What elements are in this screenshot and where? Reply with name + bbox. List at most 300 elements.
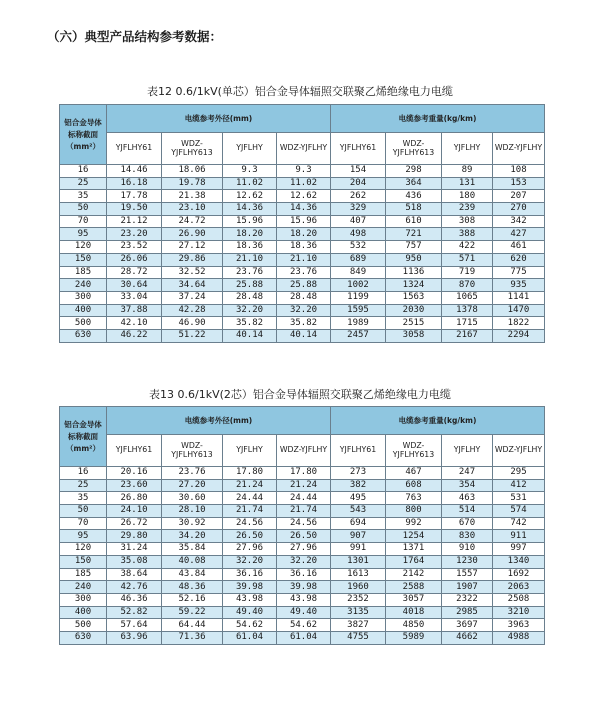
value-cell: 689 [331, 253, 386, 266]
value-cell: 37.24 [162, 291, 223, 304]
col-header: WDZ-YJFLHY613 [386, 133, 442, 165]
value-cell: 3963 [493, 619, 545, 632]
value-cell: 2322 [442, 593, 493, 606]
value-cell: 14.36 [277, 203, 331, 216]
value-cell: 23.20 [107, 228, 162, 241]
value-cell: 992 [386, 517, 442, 530]
section-cell: 500 [60, 317, 107, 330]
value-cell: 23.76 [277, 266, 331, 279]
value-cell: 21.10 [223, 253, 277, 266]
diameter-group-header: 电缆参考外径(mm) [107, 407, 331, 435]
value-cell: 3135 [331, 606, 386, 619]
value-cell: 64.44 [162, 619, 223, 632]
value-cell: 42.76 [107, 581, 162, 594]
value-cell: 37.88 [107, 304, 162, 317]
col-header: YJFLHY [442, 133, 493, 165]
section-cell: 70 [60, 215, 107, 228]
section-cell: 185 [60, 266, 107, 279]
section-cell: 25 [60, 177, 107, 190]
value-cell: 4018 [386, 606, 442, 619]
value-cell: 23.76 [162, 467, 223, 480]
value-cell: 25.88 [277, 279, 331, 292]
value-cell: 54.62 [277, 619, 331, 632]
col-header: YJFLHY [442, 435, 493, 467]
table-row [60, 266, 545, 279]
value-cell: 30.60 [162, 492, 223, 505]
table-row [60, 631, 545, 644]
value-cell: 911 [493, 530, 545, 543]
value-cell: 15.96 [277, 215, 331, 228]
value-cell: 800 [386, 505, 442, 518]
value-cell: 1002 [331, 279, 386, 292]
section-cell: 16 [60, 165, 107, 178]
section-cell: 50 [60, 505, 107, 518]
table-row [60, 317, 545, 330]
value-cell: 412 [493, 479, 545, 492]
value-cell: 436 [386, 190, 442, 203]
value-cell: 2063 [493, 581, 545, 594]
value-cell: 63.96 [107, 631, 162, 644]
value-cell: 24.72 [162, 215, 223, 228]
value-cell: 1595 [331, 304, 386, 317]
value-cell: 2167 [442, 329, 493, 342]
value-cell: 43.98 [223, 593, 277, 606]
value-cell: 71.36 [162, 631, 223, 644]
value-cell: 270 [493, 203, 545, 216]
value-cell: 247 [442, 467, 493, 480]
value-cell: 1470 [493, 304, 545, 317]
value-cell: 28.48 [223, 291, 277, 304]
table-row [60, 505, 545, 518]
section-cell: 300 [60, 291, 107, 304]
value-cell: 52.82 [107, 606, 162, 619]
section-cell: 300 [60, 593, 107, 606]
table-row [60, 215, 545, 228]
section-cell: 70 [60, 517, 107, 530]
value-cell: 495 [331, 492, 386, 505]
table-row [60, 228, 545, 241]
value-cell: 43.98 [277, 593, 331, 606]
section-cell: 16 [60, 467, 107, 480]
table-row [60, 165, 545, 178]
value-cell: 1065 [442, 291, 493, 304]
value-cell: 757 [386, 241, 442, 254]
value-cell: 461 [493, 241, 545, 254]
value-cell: 33.04 [107, 291, 162, 304]
value-cell: 24.10 [107, 505, 162, 518]
value-cell: 5989 [386, 631, 442, 644]
cable-spec-table-13 [59, 406, 545, 645]
value-cell: 207 [493, 190, 545, 203]
value-cell: 34.64 [162, 279, 223, 292]
table-row [60, 279, 545, 292]
value-cell: 9.3 [223, 165, 277, 178]
weight-group-header: 电缆参考重量(kg/km) [331, 407, 545, 435]
value-cell: 39.98 [223, 581, 277, 594]
value-cell: 24.44 [223, 492, 277, 505]
section-cell: 95 [60, 228, 107, 241]
col-header: WDZ-YJFLHY [277, 435, 331, 467]
value-cell: 24.44 [277, 492, 331, 505]
value-cell: 997 [493, 543, 545, 556]
value-cell: 1371 [386, 543, 442, 556]
value-cell: 32.20 [223, 304, 277, 317]
col-header: WDZ-YJFLHY [493, 133, 545, 165]
value-cell: 48.36 [162, 581, 223, 594]
col-header: YJFLHY [223, 133, 277, 165]
value-cell: 1230 [442, 555, 493, 568]
value-cell: 910 [442, 543, 493, 556]
section-cell: 120 [60, 241, 107, 254]
value-cell: 620 [493, 253, 545, 266]
value-cell: 543 [331, 505, 386, 518]
value-cell: 14.46 [107, 165, 162, 178]
value-cell: 273 [331, 467, 386, 480]
value-cell: 364 [386, 177, 442, 190]
value-cell: 27.96 [277, 543, 331, 556]
value-cell: 571 [442, 253, 493, 266]
value-cell: 3697 [442, 619, 493, 632]
value-cell: 36.16 [277, 568, 331, 581]
weight-group-header: 电缆参考重量(kg/km) [331, 105, 545, 133]
value-cell: 427 [493, 228, 545, 241]
value-cell: 28.72 [107, 266, 162, 279]
table-row [60, 593, 545, 606]
value-cell: 342 [493, 215, 545, 228]
value-cell: 742 [493, 517, 545, 530]
value-cell: 46.22 [107, 329, 162, 342]
conductor-section-header: 铝合金导体 标称截面 （mm²） [60, 407, 107, 467]
value-cell: 18.06 [162, 165, 223, 178]
table-row [60, 530, 545, 543]
value-cell: 467 [386, 467, 442, 480]
value-cell: 20.16 [107, 467, 162, 480]
value-cell: 329 [331, 203, 386, 216]
value-cell: 19.50 [107, 203, 162, 216]
col-header: WDZ-YJFLHY613 [162, 133, 223, 165]
value-cell: 35.82 [223, 317, 277, 330]
value-cell: 17.80 [223, 467, 277, 480]
value-cell: 204 [331, 177, 386, 190]
value-cell: 59.22 [162, 606, 223, 619]
section-title: （六）典型产品结构参考数据： [47, 29, 223, 44]
value-cell: 54.62 [223, 619, 277, 632]
value-cell: 30.92 [162, 517, 223, 530]
value-cell: 25.88 [223, 279, 277, 292]
value-cell: 12.62 [223, 190, 277, 203]
table-row [60, 619, 545, 632]
table-row [60, 467, 545, 480]
section-cell: 240 [60, 581, 107, 594]
value-cell: 46.36 [107, 593, 162, 606]
value-cell: 32.20 [223, 555, 277, 568]
value-cell: 422 [442, 241, 493, 254]
section-cell: 120 [60, 543, 107, 556]
value-cell: 1141 [493, 291, 545, 304]
value-cell: 31.24 [107, 543, 162, 556]
col-header: WDZ-YJFLHY613 [162, 435, 223, 467]
value-cell: 21.74 [223, 505, 277, 518]
value-cell: 498 [331, 228, 386, 241]
value-cell: 42.10 [107, 317, 162, 330]
value-cell: 1136 [386, 266, 442, 279]
value-cell: 32.20 [277, 555, 331, 568]
value-cell: 57.64 [107, 619, 162, 632]
value-cell: 935 [493, 279, 545, 292]
col-header: YJFLHY61 [107, 435, 162, 467]
value-cell: 34.20 [162, 530, 223, 543]
section-cell: 35 [60, 190, 107, 203]
value-cell: 35.08 [107, 555, 162, 568]
value-cell: 26.80 [107, 492, 162, 505]
value-cell: 17.80 [277, 467, 331, 480]
value-cell: 1715 [442, 317, 493, 330]
section-cell: 630 [60, 329, 107, 342]
value-cell: 16.18 [107, 177, 162, 190]
value-cell: 354 [442, 479, 493, 492]
conductor-section-header: 铝合金导体 标称截面 （mm²） [60, 105, 107, 165]
value-cell: 51.22 [162, 329, 223, 342]
value-cell: 29.86 [162, 253, 223, 266]
value-cell: 610 [386, 215, 442, 228]
value-cell: 1557 [442, 568, 493, 581]
value-cell: 518 [386, 203, 442, 216]
value-cell: 39.98 [277, 581, 331, 594]
value-cell: 21.24 [223, 479, 277, 492]
value-cell: 2142 [386, 568, 442, 581]
value-cell: 43.84 [162, 568, 223, 581]
value-cell: 11.02 [223, 177, 277, 190]
value-cell: 21.24 [277, 479, 331, 492]
value-cell: 763 [386, 492, 442, 505]
value-cell: 870 [442, 279, 493, 292]
value-cell: 40.14 [223, 329, 277, 342]
value-cell: 670 [442, 517, 493, 530]
value-cell: 23.60 [107, 479, 162, 492]
value-cell: 2352 [331, 593, 386, 606]
value-cell: 1378 [442, 304, 493, 317]
value-cell: 694 [331, 517, 386, 530]
value-cell: 21.74 [277, 505, 331, 518]
value-cell: 1324 [386, 279, 442, 292]
value-cell: 46.90 [162, 317, 223, 330]
value-cell: 3058 [386, 329, 442, 342]
value-cell: 11.02 [277, 177, 331, 190]
section-cell: 150 [60, 253, 107, 266]
value-cell: 23.52 [107, 241, 162, 254]
value-cell: 2985 [442, 606, 493, 619]
value-cell: 61.04 [223, 631, 277, 644]
table-row [60, 479, 545, 492]
table-row [60, 190, 545, 203]
value-cell: 1822 [493, 317, 545, 330]
value-cell: 26.50 [277, 530, 331, 543]
value-cell: 35.84 [162, 543, 223, 556]
col-header: YJFLHY61 [331, 133, 386, 165]
value-cell: 18.36 [223, 241, 277, 254]
value-cell: 1340 [493, 555, 545, 568]
value-cell: 4988 [493, 631, 545, 644]
cable-spec-table-12 [59, 104, 545, 343]
table-row [60, 304, 545, 317]
value-cell: 180 [442, 190, 493, 203]
value-cell: 531 [493, 492, 545, 505]
value-cell: 40.08 [162, 555, 223, 568]
value-cell: 38.64 [107, 568, 162, 581]
value-cell: 24.56 [223, 517, 277, 530]
value-cell: 32.20 [277, 304, 331, 317]
value-cell: 775 [493, 266, 545, 279]
value-cell: 27.20 [162, 479, 223, 492]
value-cell: 18.36 [277, 241, 331, 254]
value-cell: 27.96 [223, 543, 277, 556]
value-cell: 1563 [386, 291, 442, 304]
value-cell: 4850 [386, 619, 442, 632]
value-cell: 950 [386, 253, 442, 266]
value-cell: 14.36 [223, 203, 277, 216]
col-header: WDZ-YJFLHY613 [386, 435, 442, 467]
value-cell: 49.40 [223, 606, 277, 619]
value-cell: 849 [331, 266, 386, 279]
value-cell: 23.10 [162, 203, 223, 216]
value-cell: 1989 [331, 317, 386, 330]
value-cell: 295 [493, 467, 545, 480]
value-cell: 1301 [331, 555, 386, 568]
value-cell: 298 [386, 165, 442, 178]
value-cell: 1960 [331, 581, 386, 594]
value-cell: 30.64 [107, 279, 162, 292]
value-cell: 382 [331, 479, 386, 492]
value-cell: 1907 [442, 581, 493, 594]
value-cell: 2515 [386, 317, 442, 330]
value-cell: 1199 [331, 291, 386, 304]
table-row [60, 253, 545, 266]
value-cell: 574 [493, 505, 545, 518]
table-row [60, 203, 545, 216]
value-cell: 42.28 [162, 304, 223, 317]
section-cell: 240 [60, 279, 107, 292]
value-cell: 2030 [386, 304, 442, 317]
section-cell: 500 [60, 619, 107, 632]
value-cell: 49.40 [277, 606, 331, 619]
value-cell: 35.82 [277, 317, 331, 330]
value-cell: 21.38 [162, 190, 223, 203]
value-cell: 9.3 [277, 165, 331, 178]
value-cell: 21.12 [107, 215, 162, 228]
value-cell: 991 [331, 543, 386, 556]
col-header: WDZ-YJFLHY [493, 435, 545, 467]
value-cell: 907 [331, 530, 386, 543]
value-cell: 154 [331, 165, 386, 178]
section-cell: 185 [60, 568, 107, 581]
value-cell: 52.16 [162, 593, 223, 606]
section-cell: 50 [60, 203, 107, 216]
value-cell: 3057 [386, 593, 442, 606]
value-cell: 608 [386, 479, 442, 492]
value-cell: 24.56 [277, 517, 331, 530]
value-cell: 3210 [493, 606, 545, 619]
table-13-caption: 表13 0.6/1kV(2芯）铝合金导体辐照交联聚乙烯绝缘电力电缆 [149, 388, 451, 401]
value-cell: 26.06 [107, 253, 162, 266]
table-row [60, 241, 545, 254]
section-cell: 630 [60, 631, 107, 644]
diameter-group-header: 电缆参考外径(mm) [107, 105, 331, 133]
table-12-caption: 表12 0.6/1kV(单芯）铝合金导体辐照交联聚乙烯绝缘电力电缆 [147, 85, 453, 98]
value-cell: 26.72 [107, 517, 162, 530]
value-cell: 239 [442, 203, 493, 216]
col-header: YJFLHY61 [331, 435, 386, 467]
value-cell: 719 [442, 266, 493, 279]
value-cell: 830 [442, 530, 493, 543]
value-cell: 308 [442, 215, 493, 228]
value-cell: 2508 [493, 593, 545, 606]
value-cell: 32.52 [162, 266, 223, 279]
value-cell: 2294 [493, 329, 545, 342]
value-cell: 29.80 [107, 530, 162, 543]
value-cell: 407 [331, 215, 386, 228]
value-cell: 15.96 [223, 215, 277, 228]
value-cell: 721 [386, 228, 442, 241]
table-row [60, 606, 545, 619]
value-cell: 108 [493, 165, 545, 178]
value-cell: 2457 [331, 329, 386, 342]
section-cell: 35 [60, 492, 107, 505]
value-cell: 18.20 [277, 228, 331, 241]
col-header: YJFLHY61 [107, 133, 162, 165]
section-cell: 400 [60, 304, 107, 317]
value-cell: 12.62 [277, 190, 331, 203]
table-row [60, 329, 545, 342]
value-cell: 28.10 [162, 505, 223, 518]
value-cell: 388 [442, 228, 493, 241]
value-cell: 26.50 [223, 530, 277, 543]
value-cell: 4662 [442, 631, 493, 644]
table-row [60, 581, 545, 594]
value-cell: 2588 [386, 581, 442, 594]
value-cell: 1613 [331, 568, 386, 581]
col-header: WDZ-YJFLHY [277, 133, 331, 165]
value-cell: 514 [442, 505, 493, 518]
value-cell: 21.10 [277, 253, 331, 266]
table-row [60, 555, 545, 568]
value-cell: 18.20 [223, 228, 277, 241]
value-cell: 26.90 [162, 228, 223, 241]
value-cell: 27.12 [162, 241, 223, 254]
section-cell: 95 [60, 530, 107, 543]
value-cell: 1254 [386, 530, 442, 543]
value-cell: 4755 [331, 631, 386, 644]
value-cell: 262 [331, 190, 386, 203]
value-cell: 28.48 [277, 291, 331, 304]
value-cell: 17.78 [107, 190, 162, 203]
table-row [60, 492, 545, 505]
value-cell: 61.04 [277, 631, 331, 644]
section-cell: 150 [60, 555, 107, 568]
table-row [60, 568, 545, 581]
value-cell: 131 [442, 177, 493, 190]
value-cell: 36.16 [223, 568, 277, 581]
value-cell: 1692 [493, 568, 545, 581]
value-cell: 463 [442, 492, 493, 505]
value-cell: 153 [493, 177, 545, 190]
value-cell: 1764 [386, 555, 442, 568]
table-row [60, 291, 545, 304]
col-header: YJFLHY [223, 435, 277, 467]
value-cell: 23.76 [223, 266, 277, 279]
value-cell: 40.14 [277, 329, 331, 342]
table-row [60, 177, 545, 190]
value-cell: 532 [331, 241, 386, 254]
